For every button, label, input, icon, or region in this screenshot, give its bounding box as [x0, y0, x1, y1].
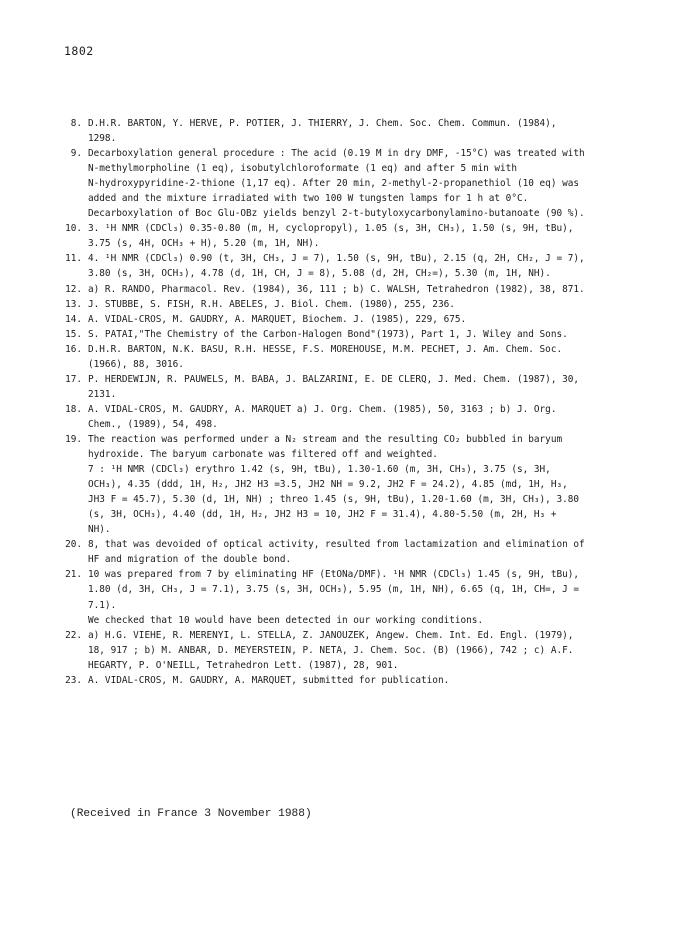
reference-continuation-line — [60, 161, 620, 176]
reference-number — [60, 176, 88, 191]
reference-continuation-line — [60, 417, 620, 432]
reference-continuation-line — [60, 492, 620, 507]
reference-continuation-line — [60, 206, 620, 221]
reference-number — [60, 236, 88, 251]
reference-text: Decarboxylation of Boc Glu-OBz yields benzyl 2-t-butyloxycarbonylamino-butanoate (90 %). — [88, 208, 585, 220]
reference-text: Chem., (1989), 54, 498. — [88, 418, 218, 430]
reference-continuation-line — [60, 131, 620, 146]
reference-text: OCH₃), 4.35 (ddd, 1H, H₂, JH2 H3 =3.5, JH2 NH = 9.2, JH2 F = 24.2), 4.85 (md, 1H, H₃, — [88, 479, 568, 491]
reference-continuation-line — [60, 447, 620, 462]
received-note: (Received in France 3 November 1988) — [70, 808, 312, 820]
reference-line — [60, 372, 620, 387]
reference-text: JH3 F = 45.7), 5.30 (d, 1H, NH) ; threo 1.45 (s, 9H, tBu), 1.20-1.60 (m, 3H, CH₃), 3.80 — [88, 494, 580, 506]
reference-line — [60, 282, 620, 297]
reference-text: S. PATAI,"The Chemistry of the Carbon-Halogen Bond"(1973), Part 1, J. Wiley and Sons. — [88, 328, 568, 340]
reference-number — [60, 161, 88, 176]
reference-number: 15. — [65, 328, 82, 340]
reference-text: A. VIDAL-CROS, M. GAUDRY, A. MARQUET, submitted for publication. — [88, 674, 450, 686]
reference-number — [60, 447, 88, 462]
reference-number: 21. — [65, 569, 82, 581]
reference-number — [60, 206, 88, 221]
reference-text: added and the mixture irradiated with two 100 W tungsten lamps for 1 h at 0°C. — [88, 193, 529, 205]
reference-continuation-line — [60, 598, 620, 613]
reference-number: 20. — [65, 539, 82, 551]
reference-text: (s, 3H, OCH₃), 4.40 (dd, 1H, H₂, JH2 H3 = 10, JH2 F = 31.4), 4.80-5.50 (m, 2H, H₃ + — [88, 509, 557, 521]
reference-line — [60, 432, 620, 447]
reference-number — [60, 658, 88, 673]
reference-number — [60, 477, 88, 492]
reference-continuation-line — [60, 658, 620, 673]
reference-text: P. HERDEWIJN, R. PAUWELS, M. BABA, J. BALZARINI, E. DE CLERQ, J. Med. Chem. (1987), 30, — [88, 373, 580, 385]
reference-text: 3. ¹H NMR (CDCl₃) 0.35-0.80 (m, H, cyclopropyl), 1.05 (s, 3H, CH₃), 1.50 (s, 9H, tBu), — [88, 223, 574, 235]
reference-continuation-line — [60, 552, 620, 567]
reference-number — [60, 522, 88, 537]
reference-text: NH). — [88, 524, 111, 536]
reference-number — [60, 417, 88, 432]
reference-number — [60, 507, 88, 522]
reference-number — [60, 492, 88, 507]
reference-number: 16. — [65, 343, 82, 355]
reference-continuation-line — [60, 357, 620, 372]
reference-text: N-hydroxypyridine-2-thione (1,17 eq). After 20 min, 2-methyl-2-propanethiol (10 eq) was — [88, 178, 580, 190]
reference-continuation-line — [60, 477, 620, 492]
reference-number — [60, 357, 88, 372]
reference-continuation-line — [60, 387, 620, 402]
reference-number: 14. — [65, 313, 82, 325]
reference-line — [60, 402, 620, 417]
reference-text: The reaction was performed under a N₂ stream and the resulting CO₂ bubbled in baryum — [88, 433, 563, 445]
reference-text: J. STUBBE, S. FISH, R.H. ABELES, J. Biol. Chem. (1980), 255, 236. — [88, 298, 455, 310]
reference-number — [60, 462, 88, 477]
reference-text: 8, that was devoided of optical activity, resulted from lactamization and elimination of — [88, 539, 585, 551]
reference-line — [60, 146, 620, 161]
reference-text: a) H.G. VIEHE, R. MERENYI, L. STELLA, Z. JANOUZEK, Angew. Chem. Int. Ed. Engl. (1979), — [88, 629, 574, 641]
reference-continuation-line — [60, 266, 620, 281]
reference-line — [60, 327, 620, 342]
reference-continuation-line — [60, 643, 620, 658]
reference-number — [60, 582, 88, 597]
reference-text: hydroxide. The baryum carbonate was filtered off and weighted. — [88, 449, 438, 461]
reference-number: 10. — [65, 223, 82, 235]
reference-text: 18, 917 ; b) M. ANBAR, D. MEYERSTEIN, P. NETA, J. Chem. Soc. (B) (1966), 742 ; c) A.F. — [88, 644, 574, 656]
reference-text: D.H.R. BARTON, N.K. BASU, R.H. HESSE, F.S. MOREHOUSE, M.M. PECHET, J. Am. Chem. Soc. — [88, 343, 563, 355]
reference-line — [60, 342, 620, 357]
reference-number — [60, 191, 88, 206]
reference-number: 12. — [65, 283, 82, 295]
reference-number — [60, 613, 88, 628]
reference-list — [60, 116, 620, 688]
reference-number: 13. — [65, 298, 82, 310]
reference-number — [60, 131, 88, 146]
reference-number — [60, 266, 88, 281]
reference-number — [60, 387, 88, 402]
reference-number: 18. — [65, 403, 82, 415]
reference-number: 11. — [65, 253, 82, 265]
reference-line — [60, 221, 620, 236]
reference-text: 10 was prepared from 7 by eliminating HF (EtONa/DMF). ¹H NMR (CDCl₃) 1.45 (s, 9H, tBu), — [88, 569, 580, 581]
reference-text: HEGARTY, P. O'NEILL, Tetrahedron Lett. (1987), 28, 901. — [88, 659, 399, 671]
reference-text: 3.80 (s, 3H, OCH₃), 4.78 (d, 1H, CH, J = 8), 5.08 (d, 2H, CH₂=), 5.30 (m, 1H, NH). — [88, 268, 551, 280]
reference-line — [60, 116, 620, 131]
reference-text: 3.75 (s, 4H, OCH₃ + H), 5.20 (m, 1H, NH). — [88, 238, 320, 250]
reference-text: HF and migration of the double bond. — [88, 554, 292, 566]
reference-continuation-line — [60, 236, 620, 251]
reference-text: We checked that 10 would have been detected in our working conditions. — [88, 614, 484, 626]
reference-number: 17. — [65, 373, 82, 385]
reference-continuation-line — [60, 462, 620, 477]
reference-number — [60, 598, 88, 613]
reference-continuation-line — [60, 613, 620, 628]
reference-line — [60, 628, 620, 643]
reference-line — [60, 673, 620, 688]
reference-continuation-line — [60, 191, 620, 206]
reference-number: 22. — [65, 629, 82, 641]
reference-text: a) R. RANDO, Pharmacol. Rev. (1984), 36, 111 ; b) C. WALSH, Tetrahedron (1982), 38, 871. — [88, 283, 585, 295]
reference-line — [60, 567, 620, 582]
reference-text: Decarboxylation general procedure : The acid (0.19 M in dry DMF, -15°C) was treated with — [88, 148, 585, 160]
reference-text: A. VIDAL-CROS, M. GAUDRY, A. MARQUET a) J. Org. Chem. (1985), 50, 3163 ; b) J. Org. — [88, 403, 557, 415]
reference-text: 2131. — [88, 388, 117, 400]
reference-text: 4. ¹H NMR (CDCl₃) 0.90 (t, 3H, CH₃, J = 7), 1.50 (s, 9H, tBu), 2.15 (q, 2H, CH₂, J = 7), — [88, 253, 585, 265]
reference-number: 9. — [70, 148, 82, 160]
reference-text: N-methylmorpholine (1 eq), isobutylchloroformate (1 eq) and after 5 min with — [88, 163, 517, 175]
reference-line — [60, 312, 620, 327]
reference-text: 7.1). — [88, 599, 117, 611]
reference-line — [60, 251, 620, 266]
reference-continuation-line — [60, 176, 620, 191]
reference-line — [60, 297, 620, 312]
reference-text: D.H.R. BARTON, Y. HERVE, P. POTIER, J. THIERRY, J. Chem. Soc. Chem. Commun. (1984), — [88, 118, 557, 129]
reference-continuation-line — [60, 582, 620, 597]
page-number: 1802 — [64, 44, 94, 58]
reference-text: (1966), 88, 3016. — [88, 358, 184, 370]
reference-text: 1298. — [88, 133, 117, 145]
reference-number — [60, 643, 88, 658]
reference-number: 19. — [65, 433, 82, 445]
reference-number — [60, 552, 88, 567]
reference-line — [60, 537, 620, 552]
reference-number: 8. — [70, 118, 82, 129]
reference-continuation-line — [60, 522, 620, 537]
reference-number: 23. — [65, 674, 82, 686]
reference-continuation-line — [60, 507, 620, 522]
reference-text: 1.80 (d, 3H, CH₃, J = 7.1), 3.75 (s, 3H, OCH₃), 5.95 (m, 1H, NH), 6.65 (q, 1H, CH=, J = — [88, 584, 580, 596]
reference-text: A. VIDAL-CROS, M. GAUDRY, A. MARQUET, Biochem. J. (1985), 229, 675. — [88, 313, 467, 325]
reference-text: 7 : ¹H NMR (CDCl₃) erythro 1.42 (s, 9H, tBu), 1.30-1.60 (m, 3H, CH₃), 3.75 (s, 3H, — [88, 464, 551, 476]
